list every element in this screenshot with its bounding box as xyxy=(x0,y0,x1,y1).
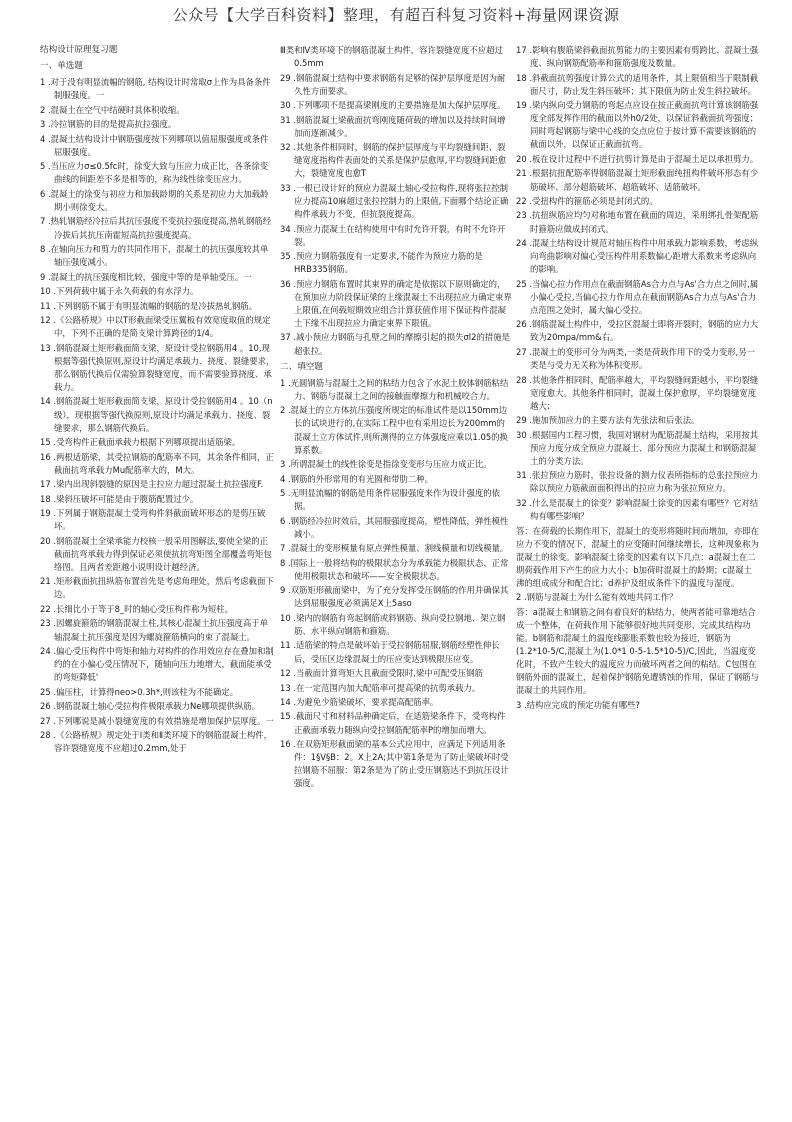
question-item: 14 .钢筋混凝土矩形截面简支梁，原设计受拉钢筋用4 。10（n级），现根据等强代换原则,原设计均满足承载力、挠度、裂缝要求，那么钢筋代换后。 xyxy=(40,396,273,433)
fill-blank-item: 27 .混凝土的变形可分为两类,一类是荷载作用下的受力变形,另一类是与受力无关称为体积变形。 xyxy=(516,346,756,371)
fill-blank-item: 29 .施加预加应力的主要方法有先张法和后张法。 xyxy=(516,415,700,426)
question-item: 1 .对于没有明显流幅的钢筋, 结构设计时常取σ上作为具备条件制服强度。一 xyxy=(40,77,271,101)
section-heading-single-choice: 一、单选题 xyxy=(40,61,83,72)
fill-blank-item: 14 .为避免少筋梁破坏，要求提高配筋率。 xyxy=(280,697,439,707)
question-item: 36 .预应力钢筋布置时其束界的确定是依据以下原则确定的，在预加应力阶段保证梁的上缘混凝土不出现拉应力确定束界上限值,在何载短期效应组合计算获值作用下保证构件混凝土下缘不出现拉应力确定束界下限值。 xyxy=(280,278,512,328)
fill-blank-item: 15 .截面尺寸和材料品种确定后，在适筋梁条件下，受弯构件正截面承载力随纵向受拉钢筋配筋率P的增加而增大。 xyxy=(280,711,506,735)
fill-blank-item: 28 .其他条件相同时，配筋率越大，平均裂缝间距越小，平均裂缝宽度愈大。其他条件相同时，混凝土保护愈厚，平均裂缝宽度越大； xyxy=(516,374,759,411)
question-item: 8 .在轴向压力和剪力的共同作用下，混凝土的抗压强度较其单轴压强度减小。 xyxy=(40,244,269,268)
question-item: 30 .下列哪项不是提高梁刚度的主要措施是加大保护层厚度。 xyxy=(280,100,506,111)
fill-blank-item: 22 .受扭构件的箍筋必须是封闭式的。 xyxy=(516,195,658,206)
fill-blank-item: 3 .所谓混凝土的线性徐变是指徐变变形与压应力成正比。 xyxy=(280,459,492,470)
short-answer-question: 32 .什么是混凝土的徐变？影响混凝土徐变的因素有哪些？它对结构有哪些影响？ xyxy=(516,497,759,522)
question-item: 9 .混凝土的抗压强度相比较，强度中等的是单轴受压。一 xyxy=(40,271,252,282)
question-item: 28 .《公路桥规》规定处于Ⅰ类和Ⅱ类环境下的钢筋混凝土构件，容许裂缝宽度不应超过0.2mm,处于 xyxy=(40,730,272,754)
document-title: 结构设计原理复习题 xyxy=(40,45,118,55)
question-item: 29 .钢筋混凝土结构中要求钢筋有足够的保护层厚度是因为耐久性方面要求。 xyxy=(280,72,506,96)
question-item: 15 .受弯构件正截面承载力根据下列哪项提出适筋梁。 xyxy=(40,437,241,448)
short-answer-question: 3 .结构应完成的预定功能有哪些? xyxy=(516,699,640,710)
fill-blank-item: 7 .混凝土的变形模量有原点弹性模量、割线模量和切线模量。 xyxy=(280,543,509,554)
fill-blank-item: 16 .在双筋矩形截面梁的基本公式应用中，应满足下列适用条件：1§V§B：2。X上2A;其中第1条是为了防止梁破坏时受拉钢筋不屈服：第2条是为了防止受压钢筋达不到抗压设计强度。 xyxy=(280,739,509,789)
fill-blank-item: 24 .混凝土结构设计规范对轴压构件中用承载力影响系数，考虑纵向弯曲影响对偏心受压构件用系数偏心距增大系数来考虑纵向的影响。 xyxy=(516,238,759,275)
fill-blank-item: 2 .混凝土的立方体抗压强度所规定的标准试件是以150mm边长的试块进行的,在实际工程中也有采用边长为200mm的混凝土立方体试件,则所测得的立方体强度应乘以1.05的换算系数。 xyxy=(280,405,508,455)
column-middle xyxy=(280,44,512,792)
question-item: 25 .偏压柱，计算得neo>0.3h*,则该柱为不能确定。 xyxy=(40,686,239,697)
fill-blank-item: 9 .双筋矩形截面梁中，为了充分发挥受压钢筋的作用并确保其达到屈服强度必须满足X上5aso xyxy=(280,585,509,609)
question-item: 4 .混凝土结构设计中钢筋强度按下列哪项以值屈服强度或条件屈服强度。 xyxy=(40,133,269,157)
fill-blank-item: 30 .根据国内工程习惯，我国对钢材为配筋混凝土结构，采用按其预应力度分成全预应力混凝土、部分预应力混凝土和钢筋混凝土的分类方法。 xyxy=(516,429,759,466)
fill-blank-item: 20 .板在设计过程中不进行抗剪计算是由于混凝土足以承担剪力。 xyxy=(516,153,759,164)
fill-blank-item: 31 .张拉预应力筋时，张拉设备的测力仪表所指标的总张拉预应力除以预应力筋截面面积得出的拉应力称为张拉预应力。 xyxy=(516,470,759,494)
question-item: 32 .其他条件相同时，钢筋的保护层厚度与平均裂缝间距、裂缝宽度指构件表面处的关系是保护层愈厚,平均裂缝间距愈大，裂缝宽度也愈T xyxy=(280,142,507,179)
short-answer-question: 2 .钢筋与混凝土为什么能有效地共同工作？ xyxy=(516,592,678,603)
question-item: 31 .钢筋混凝土梁截面抗弯刚度随荷载的增加以及持续时间增加而逐渐减少。 xyxy=(280,114,506,138)
fill-blank-item: 11 .适筋梁的特点是破坏始于受拉钢筋屈服,钢筋经塑性伸长后，受压区边缘混凝土的压应变达到极限压应变。 xyxy=(280,640,500,664)
question-item: 22 .长细比小于等于8_时的轴心受压构件称为短柱。 xyxy=(40,603,233,614)
question-item: 5 .当压应力σ≤0.5fc时，徐变大致与压应力成正比，各条徐变曲线的间距差不多是相等的，称为线性徐变压应力。 xyxy=(40,161,269,185)
question-item: 35 .预应力钢筋强度有一定要求,不能作为预应力筋的是HRB335钢筋。 xyxy=(280,251,483,275)
fill-blank-item: 1 .光圆钢筋与混凝土之间的粘结力包含了水泥土胶体钢筋粘结力、钢筋与混凝土之间的接触面摩擦力和机械咬合力。 xyxy=(280,377,509,401)
question-item: 13 .钢筋混凝土矩形截面简支梁，原设计受拉钢筋用4 。10,现根据等强代换原则,原设计均满足承载力、挠度、裂缝要求，那么钢筋代换后仅需验算裂缝宽度，而不需要验算挠度、承载力。 xyxy=(40,342,275,392)
question-item: Ⅲ类和Ⅳ类环境下的钢筋混凝土构件，容许裂缝宽度不应超过0.5mm xyxy=(280,45,503,69)
question-item: 18 .梁斜压破坏可能是由于腹筋配置过少。 xyxy=(40,493,199,504)
fill-blank-item: 25 .当偏心拉力作用点在截面钢筋As合力点与As'合力点之间时,属小偏心受拉,当偏心拉力作用点在截面钢筋As合力点与As'合力点范围之处时，属大偏心受拉。 xyxy=(516,278,759,315)
question-item: 6 .混凝土的徐变与初应力和加载龄期的关系是初应力大加载龄期小则徐变大。 xyxy=(40,188,269,212)
question-item: 37 .减小预应力钢筋与孔壁之间的摩擦引起的损失σl2的措施是超张拉。 xyxy=(280,332,510,356)
answer-paragraph: 答：a混凝土和钢筋之间有着良好的粘结力，使两者能可靠地结合成一个整体，在荷载作用下能够很好地共同变形，完成其结构功能。b钢筋和混凝土的温度线膨胀系数也较为接近，钢筋为(1.2*10-5/C,混凝土为(1.0*1 0-5-1.5*10-5)/C,因此，当温度变化时，不致产生较大的温度应力而破坏两者之间的粘结。C包围在钢筋外面的混凝土，起着保护钢筋免遭锈蚀的作用，保证了钢筋与混凝土的共同作用。 xyxy=(516,606,759,696)
fill-blank-item: 23 .抗扭纵筋应均匀对称地布置在截面的周边，采用绑扎骨架配筋时箍筋应做成封闭式。 xyxy=(516,210,759,234)
fill-blank-item: 17 .影响有腹筋梁斜截面抗剪能力的主要因素有剪跨比、混凝土强度、纵向钢筋配筋率和箍筋强度及数量。 xyxy=(516,45,759,69)
fill-blank-item: 12 .当截面计算弯矩大且截面受限时,梁中可配受压钢筋 xyxy=(280,668,483,679)
fill-blank-item: 18 .斜截面抗剪强度计算公式的适用条件，其上限值相当于限制截面尺寸，防止发生斜压破坏；其下限值为防止发生斜拉破坏。 xyxy=(516,72,759,96)
question-item: 3 .冷拉钢筋的目的是提高抗拉强度。 xyxy=(40,119,177,130)
question-item: 34 .预应力混凝土在结构使用中有时允许开裂，有时不允许开裂。 xyxy=(280,223,506,247)
question-item: 2 .混凝土在空气中结硬时其体积收缩。 xyxy=(40,104,185,115)
question-item: 11 .下列钢筋不属于有明显流幅的钢筋的是冷拔热轧钢筋。 xyxy=(40,300,257,311)
fill-blank-item: 26 .钢筋混凝土构件中，受拉区混凝土即将开裂时，钢筋的应力大致为20mpa/mm&右。 xyxy=(516,319,759,343)
question-item: 16 .两根适筋梁，其受拉钢筋的配筋率不同，其余条件相同，正截面抗弯承载力Mu配筋率大的，M大。 xyxy=(40,451,274,475)
question-item: 33 .一根已设计好的预应力混凝土轴心受拉构件,现将张拉控制应力提高10麻超过张拉控制力的上限值,下面哪个结论正确构件承载力不变，但抗裂度提高。 xyxy=(280,182,509,220)
question-item: 7 .热轧钢筋经冷拉后其抗压强度不变抗拉强度提高,热轧钢筋经冷拔后其抗压南霍短高抗拉强度提高。 xyxy=(40,216,272,240)
fill-blank-item: 4 .钢筋的外形常用的有光圆和带肋二种。 xyxy=(280,473,434,484)
question-item: 23 .因螺旋箍筋的钢筋混凝土柱,其核心混凝土抗压强度高于单轴混凝土抗压强度是因为螺旋箍筋横向的束了混凝土。 xyxy=(40,618,269,642)
question-item: 27 .下列哪说是减小裂缝宽度的有效措施是增加保护层厚度。一 xyxy=(40,715,274,726)
question-item: 21 .矩形截面抗扭纵筋布置首先是考虑角理处，然后考虑截面下边。 xyxy=(40,576,274,600)
page-header-banner: 公众号【大学百科资料】整理，有超百科复习资料+海量网课资源 xyxy=(172,6,620,24)
question-item: 12 .《公路桥规》中以T形截面梁受压翼板有效宽度取值的规定中，下列不正确的是简支梁计算跨径的1/4。 xyxy=(40,315,271,339)
question-item: 19 .下列属于钢筋混凝土受弯构件斜截面破坏形态的是剪压破坏。 xyxy=(40,508,266,532)
column-left xyxy=(40,44,276,757)
section-heading-fill-blank: 二、填空题 xyxy=(280,361,323,372)
question-item: 10 .下列荷载中属于永久荷载的有水浮力。 xyxy=(40,286,199,297)
fill-blank-item: 8 .国际上一般将结构的极限状态分为承载能力极限状态、正常使用极限状态和破坏——安全极限状态。 xyxy=(280,557,509,581)
fill-blank-item: 5 .无明显流幅的钢筋是用条件屈服强度来作为设计强度的依据。 xyxy=(280,488,501,512)
question-item: 24 .偏心受压构件中弯矩和轴力对构件的作用效应存在叠加和制约的在小偏心受压情况下，随轴向压力地增大，截面能承受的弯矩降低' xyxy=(40,646,274,683)
question-item: 20 .钢筋混凝土全梁承能力校核一般采用图解法,要使全梁的正截面抗弯承载力得到保证必须使抗抗弯矩图全部覆盖弯矩包络图。且两者差距越小说明设计越经济。 xyxy=(40,535,272,572)
question-item: 17 .梁内出现斜裂缝的原因是主拉应力超过混凝土抗拉强度F. xyxy=(40,479,264,490)
fill-blank-item: 19 .梁内纵向受力钢筋的弯起点应设在按正截面抗弯计算该钢筋强度全部发挥作用的截面以外h0/2处，以保证斜截面抗弯强度；同时弯起钢筋与梁中心线的交点应位于按计算不需要该钢筋的截面以外，以保证正截面抗弯。 xyxy=(516,100,759,150)
fill-blank-item: 21 .根据抗扭配筋率得钢筋混凝土矩形截面纯扭构件破坏形态有少筋破坏、部分超筋破坏、超筋破坏、适筋破坏。 xyxy=(516,168,759,192)
fill-blank-item: 13 .在一定范围内加大配筋率可提高梁的抗剪承载力。 xyxy=(280,682,481,693)
question-item: 26 .钢筋混凝土轴心受拉构件极限承载力Ne哪项提供纵筋。 xyxy=(40,701,261,712)
column-right xyxy=(516,44,760,713)
answer-paragraph: 答：在荷载的长期作用下，混凝土的变形将随时间而增加，亦即在应力不变的情况下，混凝土的应变随时间继续增长，这种现象称为混凝土的徐变。影响混凝土徐变的因素有以下几点：a混凝土在二期荷载作用下产生的应力大小；b加荷时混凝土的龄期；c混凝土沸的组成成分和配合比；d养护及组成条件下的温度与湿度。 xyxy=(516,525,759,588)
fill-blank-item: 10 .梁内的钢筋有弯起钢筋或斜钢筋、纵向受拉钢地、架立钢筋、水平纵向钢筋和箍筋。 xyxy=(280,612,506,636)
fill-blank-item: 6 .钢筋经冷拉时效后，其屈服强度提高，塑性降低，弹性模性减小。 xyxy=(280,515,509,539)
